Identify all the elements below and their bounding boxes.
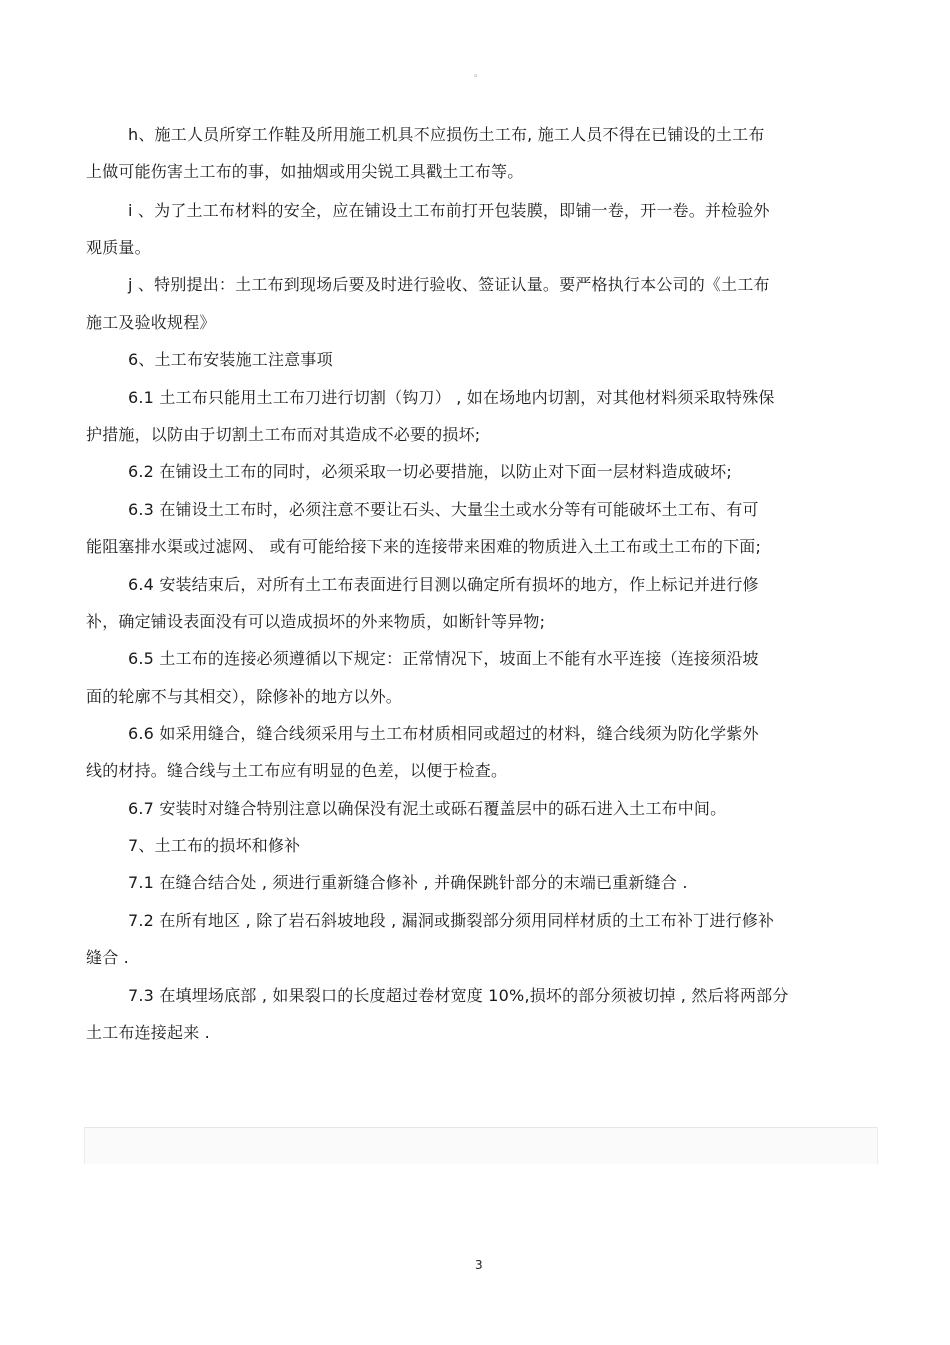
item-7-3-line-1: 7.3 在填埋场底部 , 如果裂口的长度超过卷材宽度 10%,损坏的部分须被切掉 , 然后将两部分: [128, 986, 789, 1005]
item-7-2-line-1: 7.2 在所有地区 , 除了岩石斜坡地段 , 漏洞或撕裂部分须用同样材质的土工布补丁进行修补: [128, 911, 775, 930]
paragraph-i-line-2: 观质量。: [86, 238, 151, 257]
item-6-6-line-2: 线的材持。缝合线与土工布应有明显的色差，以便于检查。: [86, 761, 508, 780]
section-7-heading: 7、土工布的损坏和修补: [128, 836, 301, 855]
paragraph-j-line-2: 施工及验收规程》: [86, 313, 216, 332]
item-6-6-line-1: 6.6 如采用缝合，缝合线须采用与土工布材质相同或超过的材料，缝合线须为防化学紫外: [128, 724, 759, 743]
paragraph-i-line-1: i 、为了土工布材料的安全，应在铺设土工布前打开包装膜，即铺一卷，开一卷。并检验外: [128, 201, 770, 220]
item-7-2-line-2: 缝合 .: [86, 948, 129, 967]
page-number: 3: [475, 1258, 483, 1272]
item-6-1-line-1: 6.1 土工布只能用土工布刀进行切割（钩刀） , 如在场地内切割，对其他材料须采取特殊保: [128, 388, 775, 407]
item-7-3-line-2: 土工布连接起来 .: [86, 1023, 210, 1042]
paragraph-j-line-1: j 、特别提出：土工布到现场后要及时进行验收、签证认量。要严格执行本公司的《土工布: [128, 275, 770, 294]
top-mark: 。: [474, 69, 484, 79]
item-6-5-line-2: 面的轮廓不与其相交），除修补的地方以外。: [86, 687, 403, 706]
paragraph-h-line-1: h、施工人员所穿工作鞋及所用施工机具不应损伤土工布, 施工人员不得在已铺设的土工布: [128, 125, 765, 144]
item-6-5-line-1: 6.5 土工布的连接必须遵循以下规定：正常情况下，坡面上不能有水平连接（连接须沿坡: [128, 649, 759, 668]
item-6-3-line-2: 能阻塞排水渠或过滤网、 或有可能给接下来的连接带来困难的物质进入土工布或土工布的下面;: [86, 537, 762, 556]
paragraph-h-line-2: 上做可能伤害土工布的事，如抽烟或用尖锐工具戳土工布等。: [86, 162, 524, 181]
section-6-heading: 6、土工布安装施工注意事项: [128, 350, 333, 369]
item-7-1: 7.1 在缝合结合处 , 须进行重新缝合修补 , 并确保跳针部分的末端已重新缝合 .: [128, 873, 688, 892]
item-6-4-line-1: 6.4 安装结束后，对所有土工布表面进行目测以确定所有损坏的地方，作上标记并进行修: [128, 575, 759, 594]
item-6-1-line-2: 护措施，以防由于切割土工布而对其造成不必要的损坏;: [86, 425, 481, 444]
item-6-7: 6.7 安装时对缝合特别注意以确保没有泥土或砾石覆盖层中的砾石进入土工布中间。: [128, 799, 727, 818]
item-6-2: 6.2 在铺设土工布的同时，必须采取一切必要措施，以防止对下面一层材料造成破坏;: [128, 462, 732, 481]
item-6-3-line-1: 6.3 在铺设土工布时，必须注意不要让石头、大量尘土或水分等有可能破坏土工布、有可: [128, 500, 759, 519]
footer-box: [84, 1127, 878, 1164]
item-6-4-line-2: 补，确定铺设表面没有可以造成损坏的外来物质，如断针等异物;: [86, 612, 546, 631]
